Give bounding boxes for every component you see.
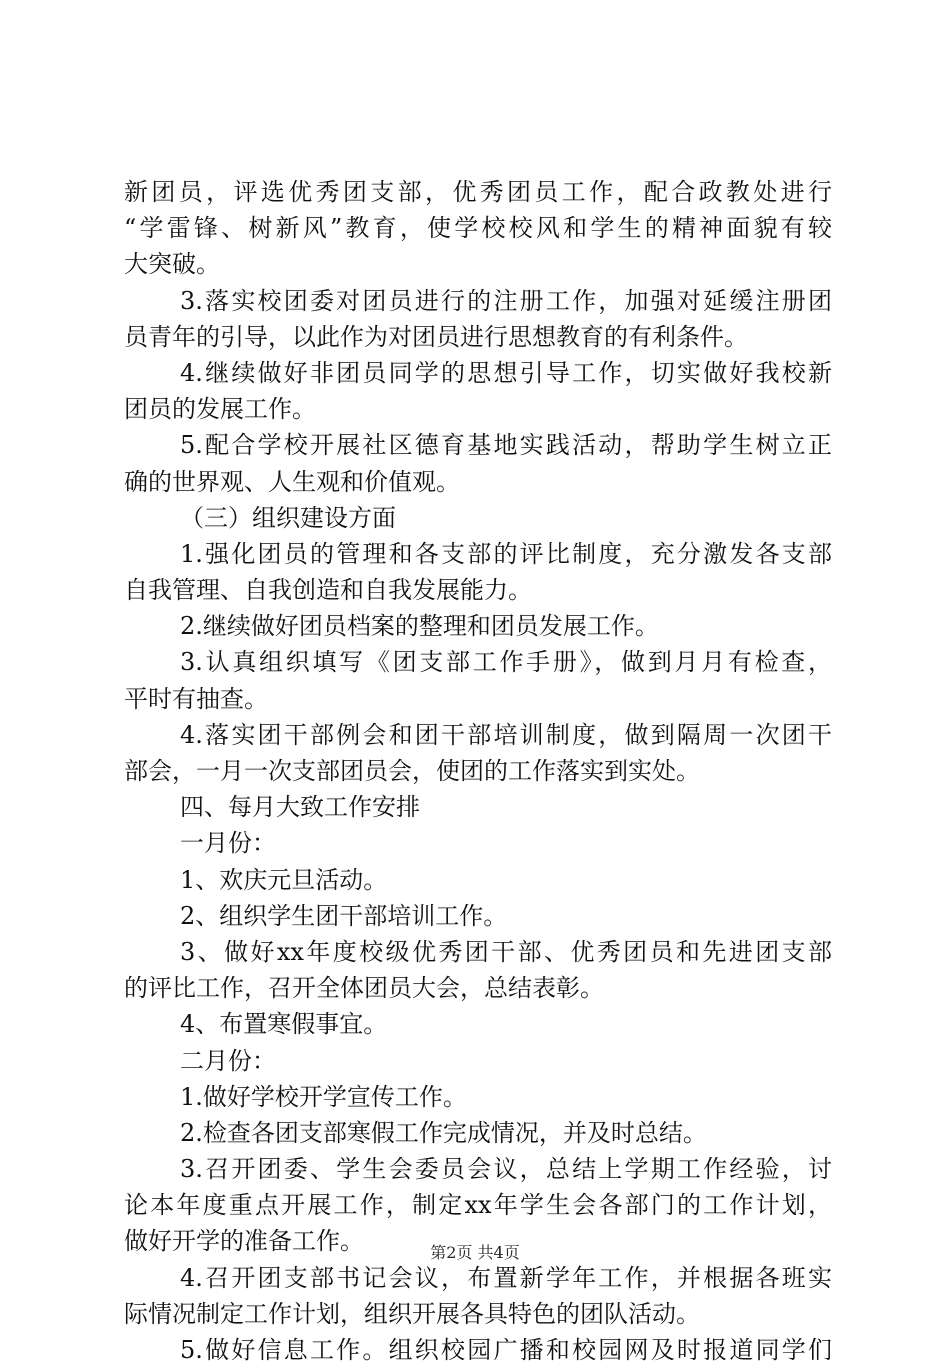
- text-line: 3.落实校团委对团员进行的注册工作，加强对延缓注册团: [180, 286, 832, 315]
- text-line: 一月份：: [180, 829, 276, 858]
- text-line: 1.强化团员的管理和各支部的评比制度，充分激发各支部: [180, 539, 832, 568]
- text-line: 2、组织学生团干部培训工作。: [180, 901, 508, 930]
- text-line: 1.做好学校开学宣传工作。: [180, 1082, 467, 1111]
- text-line: 3.认真组织填写《团支部工作手册》，做到月月有检查，: [180, 648, 832, 677]
- text-line: 4.落实团干部例会和团干部培训制度，做到隔周一次团干: [180, 720, 832, 749]
- text-line: 团员的发展工作。: [124, 395, 316, 424]
- text-line: 四、每月大致工作安排: [180, 793, 420, 822]
- text-line: 4.召开团支部书记会议，布置新学年工作，并根据各班实: [180, 1263, 832, 1292]
- text-line: 4、布置寒假事宜。: [180, 1010, 388, 1039]
- text-line: 员青年的引导，以此作为对团员进行思想教育的有利条件。: [124, 322, 748, 351]
- text-line: 4.继续做好非团员同学的思想引导工作，切实做好我校新: [180, 358, 832, 387]
- page-footer: 第2页 共4页: [430, 1243, 520, 1262]
- text-line: （三）组织建设方面: [180, 503, 396, 532]
- text-line: 5.配合学校开展社区德育基地实践活动，帮助学生树立正: [180, 431, 832, 460]
- text-line: 3.召开团委、学生会委员会议，总结上学期工作经验，讨: [180, 1155, 832, 1184]
- text-line: “学雷锋、树新风”教育，使学校校风和学生的精神面貌有较: [124, 214, 832, 243]
- text-line: 大突破。: [124, 250, 220, 279]
- document-body: [124, 174, 832, 1368]
- text-line: 的评比工作，召开全体团员大会，总结表彰。: [124, 974, 604, 1003]
- text-line: 做好开学的准备工作。: [124, 1227, 364, 1256]
- text-line: 自我管理、自我创造和自我发展能力。: [124, 576, 532, 605]
- text-line: 3、做好xx年度校级优秀团干部、优秀团员和先进团支部: [180, 937, 832, 966]
- text-line: 新团员，评选优秀团支部，优秀团员工作，配合政教处进行: [124, 178, 832, 206]
- text-line: 论本年度重点开展工作，制定xx年学生会各部门的工作计划，: [124, 1191, 832, 1220]
- text-line: 二月份：: [180, 1046, 276, 1075]
- text-line: 部会，一月一次支部团员会，使团的工作落实到实处。: [124, 757, 700, 785]
- text-line: 1、欢庆元旦活动。: [180, 865, 388, 894]
- text-line: 2.继续做好团员档案的整理和团员发展工作。: [180, 612, 659, 641]
- text-line: 确的世界观、人生观和价值观。: [124, 467, 460, 496]
- text-line: 平时有抽查。: [124, 684, 268, 713]
- text-line: 2.检查各团支部寒假工作完成情况，并及时总结。: [180, 1118, 707, 1147]
- text-line: 际情况制定工作计划，组织开展各具特色的团队活动。: [124, 1299, 700, 1328]
- text-line: 5.做好信息工作。组织校园广播和校园网及时报道同学们: [180, 1336, 832, 1364]
